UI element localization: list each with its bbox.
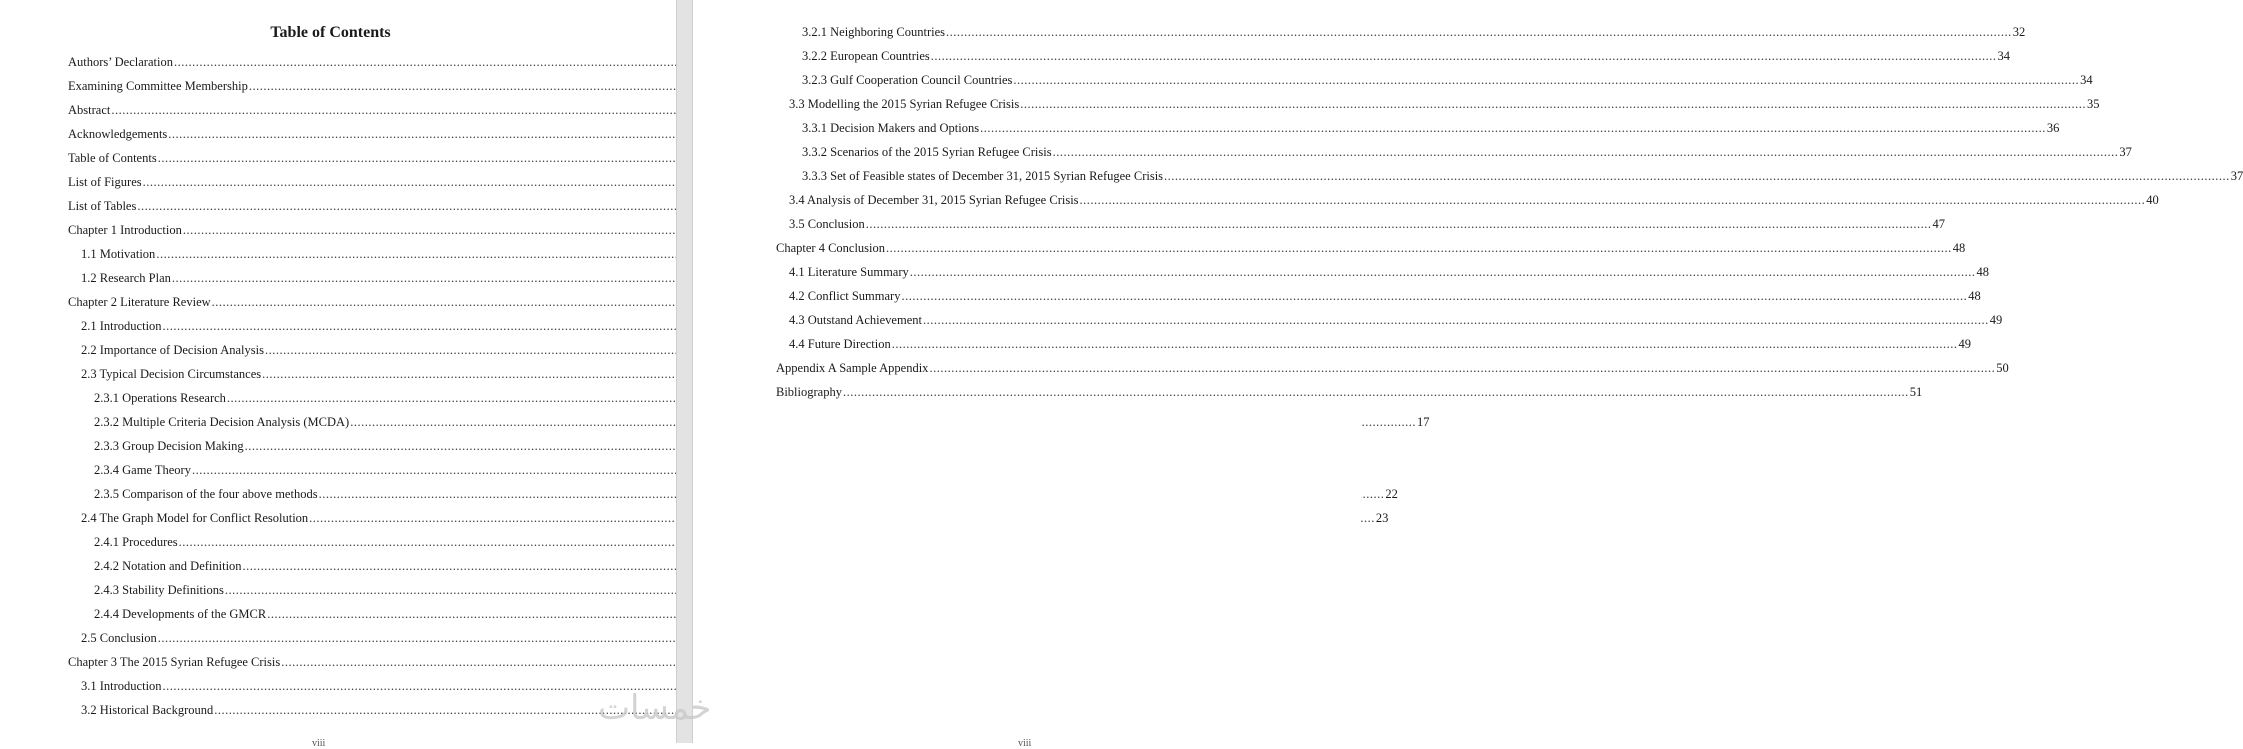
toc-entry[interactable]	[68, 554, 593, 578]
toc-entry-label: 2.3.3 Group Decision Making	[94, 439, 244, 453]
toc-entry-label: 3.3.1 Decision Makers and Options	[802, 121, 980, 135]
toc-entry[interactable]	[68, 698, 593, 722]
toc-entry-label: Chapter 4 Conclusion	[776, 241, 886, 255]
toc-entry-label: Bibliography	[776, 385, 842, 399]
toc-dot-leader	[901, 284, 1967, 308]
toc-entry[interactable]	[776, 284, 1981, 308]
toc-dot-leader	[1053, 140, 2119, 164]
toc-entry[interactable]	[776, 44, 2011, 68]
toc-entry[interactable]	[68, 122, 593, 146]
toc-entry-page-number: 37	[2119, 145, 2132, 159]
toc-dot-leader	[980, 116, 2046, 140]
toc-entry-label: 2.3 Typical Decision Circumstances	[81, 367, 262, 381]
toc-entry[interactable]	[68, 506, 1389, 530]
toc-entry[interactable]	[776, 356, 2009, 380]
toc-dot-leader	[910, 260, 1976, 284]
toc-entry-label: 3.2 Historical Background	[81, 703, 214, 717]
toc-entry-page-number: 49	[1989, 313, 2003, 327]
toc-entry-label: List of Tables	[68, 199, 137, 213]
toc-entry[interactable]	[776, 188, 2159, 212]
toc-entry-label: Appendix A Sample Appendix	[776, 361, 929, 375]
toc-entry-label: 3.2.3 Gulf Cooperation Council Countries	[802, 73, 1013, 87]
toc-dot-leader	[1020, 92, 2086, 116]
toc-entry-page-number: 48	[1952, 241, 1966, 255]
toc-entry[interactable]	[68, 362, 593, 386]
toc-entry-label: 1.1 Motivation	[81, 247, 156, 261]
toc-entry[interactable]	[776, 140, 2132, 164]
toc-entry-label: 3.3.3 Set of Feasible states of December 31, 2015 Syrian Refugee Crisis	[802, 169, 1164, 183]
toc-entry-label: 2.4.3 Stability Definitions	[94, 583, 224, 597]
toc-entry-page-number: 35	[2086, 97, 2100, 111]
toc-entry-label: 4.4 Future Direction	[789, 337, 891, 351]
toc-entry-label: 2.2 Importance of Decision Analysis	[81, 343, 264, 357]
toc-entry-label: 1.2 Research Plan	[81, 271, 171, 285]
toc-entry-label: 4.3 Outstand Achievement	[789, 313, 922, 327]
watermark-logo: خمسات	[598, 688, 712, 728]
toc-entry-label: 3.3 Modelling the 2015 Syrian Refugee Crisis	[789, 97, 1020, 111]
toc-entry-label: Acknowledgements	[68, 127, 168, 141]
toc-entry[interactable]	[68, 650, 593, 674]
toc-entry[interactable]	[68, 242, 593, 266]
toc-entry-page-number: 47	[1932, 217, 1945, 231]
toc-entry-page-number: 36	[2046, 121, 2060, 135]
toc-list-right	[776, 20, 2243, 404]
toc-entry-page-number: 34	[1997, 49, 2011, 63]
toc-entry[interactable]	[68, 218, 593, 242]
toc-dot-leader	[1013, 68, 2079, 92]
toc-entry[interactable]	[68, 194, 593, 218]
toc-entry[interactable]	[68, 314, 593, 338]
toc-entry[interactable]	[776, 116, 2060, 140]
toc-entry[interactable]	[776, 308, 2003, 332]
toc-entry-label: 3.2.2 European Countries	[802, 49, 930, 63]
toc-entry-label: Abstract	[68, 103, 111, 117]
toc-entry-label: Chapter 1 Introduction	[68, 223, 182, 237]
page-number-footer: viii	[312, 738, 326, 749]
toc-entry[interactable]	[776, 68, 2093, 92]
toc-dot-leader	[1080, 188, 2146, 212]
toc-entry-label: 2.4 The Graph Model for Conflict Resolution	[81, 511, 309, 525]
toc-entry[interactable]	[776, 20, 2026, 44]
toc-entry[interactable]	[68, 290, 593, 314]
toc-entry[interactable]	[68, 482, 1398, 506]
toc-entry-page-number: 50	[1996, 361, 2009, 375]
toc-entry[interactable]	[68, 434, 593, 458]
toc-entry-page-number: 37	[2230, 169, 2243, 183]
toc-entry[interactable]	[68, 266, 593, 290]
toc-dot-leader	[843, 380, 1909, 404]
toc-entry[interactable]	[68, 530, 593, 554]
toc-entry-label: 2.5 Conclusion	[81, 631, 157, 645]
toc-entry-page-number: 32	[2012, 25, 2026, 39]
toc-entry-label: Chapter 2 Literature Review	[68, 295, 211, 309]
toc-entry[interactable]	[68, 410, 1430, 434]
toc-entry-label: 2.3.5 Comparison of the four above methods	[94, 487, 318, 501]
toc-entry-page-number: 51	[1909, 385, 1923, 399]
toc-entry-label: 2.3.1 Operations Research	[94, 391, 226, 405]
toc-entry-label: Authors’ Declaration	[68, 55, 173, 69]
toc-entry[interactable]	[68, 170, 593, 194]
toc-dot-leader	[929, 356, 1995, 380]
toc-entry[interactable]	[68, 74, 593, 98]
toc-entry[interactable]	[68, 626, 593, 650]
toc-entry-label: 3.5 Conclusion	[789, 217, 865, 231]
toc-entry[interactable]	[68, 338, 593, 362]
toc-entry-page-number: 49	[1958, 337, 1971, 351]
toc-entry-page-number: 48	[1976, 265, 1990, 279]
page-gutter	[676, 0, 693, 743]
toc-entry[interactable]	[68, 458, 593, 482]
toc-entry[interactable]	[68, 674, 593, 698]
toc-entry-page-number: 22	[1385, 487, 1398, 501]
toc-title: Table of Contents	[270, 24, 391, 41]
toc-entry[interactable]	[68, 146, 593, 170]
toc-entry-page-number: 17	[1416, 415, 1430, 429]
toc-entry-label: 2.3.4 Game Theory	[94, 463, 191, 477]
toc-entry[interactable]	[776, 380, 1923, 404]
toc-dot-leader	[892, 332, 1958, 356]
toc-entry-page-number: 40	[2146, 193, 2159, 207]
toc-dot-leader	[946, 20, 2012, 44]
toc-entry-page-number: 34	[2080, 73, 2093, 87]
toc-entry-label: List of Figures	[68, 175, 142, 189]
toc-entry-label: 4.2 Conflict Summary	[789, 289, 901, 303]
toc-entry-label: Chapter 3 The 2015 Syrian Refugee Crisis	[68, 655, 281, 669]
toc-entry[interactable]	[776, 92, 2100, 116]
toc-entry[interactable]	[776, 332, 1971, 356]
toc-entry[interactable]	[776, 164, 2243, 188]
toc-entry[interactable]	[68, 386, 593, 410]
toc-entry-label: 2.4.1 Procedures	[94, 535, 178, 549]
toc-entry-label: 2.4.2 Notation and Definition	[94, 559, 242, 573]
toc-dot-leader	[923, 308, 1989, 332]
toc-entry-label: 3.1 Introduction	[81, 679, 162, 693]
toc-entry-label: 2.3.2 Multiple Criteria Decision Analysis (MCDA)	[94, 415, 350, 429]
toc-entry[interactable]	[776, 212, 1945, 236]
toc-entry-label: Examining Committee Membership	[68, 79, 248, 93]
page-number-footer: viii	[1018, 738, 1032, 749]
toc-entry[interactable]	[68, 50, 593, 74]
toc-dot-leader	[886, 236, 1952, 260]
toc-entry-label: 3.2.1 Neighboring Countries	[802, 25, 946, 39]
toc-entry-page-number: 23	[1375, 511, 1389, 525]
toc-entry-label: 3.4 Analysis of December 31, 2015 Syrian Refugee Crisis	[789, 193, 1079, 207]
toc-dot-leader	[931, 44, 1997, 68]
toc-entry[interactable]	[776, 236, 1966, 260]
toc-entry-label: 4.1 Literature Summary	[789, 265, 909, 279]
toc-entry-label: 3.3.2 Scenarios of the 2015 Syrian Refugee Crisis	[802, 145, 1052, 159]
toc-entry[interactable]	[68, 578, 593, 602]
toc-dot-leader	[866, 212, 1932, 236]
toc-entry[interactable]	[68, 602, 593, 626]
toc-entry-label: 2.1 Introduction	[81, 319, 162, 333]
toc-dot-leader	[1164, 164, 2230, 188]
toc-entry[interactable]	[776, 260, 1990, 284]
toc-entry[interactable]	[68, 98, 593, 122]
toc-entry-label: Table of Contents	[68, 151, 157, 165]
toc-entry-label: 2.4.4 Developments of the GMCR	[94, 607, 267, 621]
toc-entry-page-number: 48	[1968, 289, 1981, 303]
